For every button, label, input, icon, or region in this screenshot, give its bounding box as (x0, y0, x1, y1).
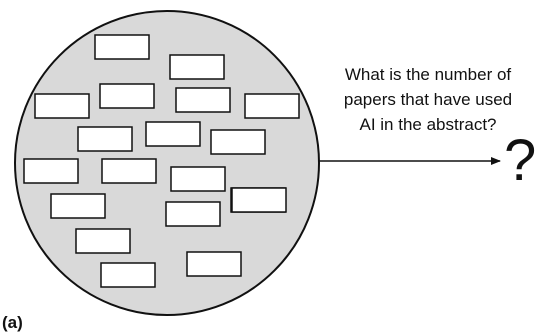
paper-rect (51, 194, 105, 218)
paper-rect (176, 88, 230, 112)
paper-rect (102, 159, 156, 183)
paper-rect (35, 94, 89, 118)
question-line-2: papers that have used (343, 90, 513, 109)
paper-rect (170, 55, 224, 79)
paper-rect (232, 188, 286, 212)
paper-rect (166, 202, 220, 226)
paper-rect (171, 167, 225, 191)
question-line-1: What is the number of (344, 65, 512, 84)
paper-rect (101, 263, 155, 287)
paper-rect (211, 130, 265, 154)
panel-label: (a) (2, 313, 23, 332)
paper-rect (245, 94, 299, 118)
question-line-3: AI in the abstract? (359, 115, 497, 134)
paper-rect (95, 35, 149, 59)
unknown-answer-symbol: ? (504, 128, 537, 193)
paper-rect (100, 84, 154, 108)
paper-rect (24, 159, 78, 183)
paper-rect (187, 252, 241, 276)
paper-rect (146, 122, 200, 146)
paper-rect (76, 229, 130, 253)
paper-rect (78, 127, 132, 151)
